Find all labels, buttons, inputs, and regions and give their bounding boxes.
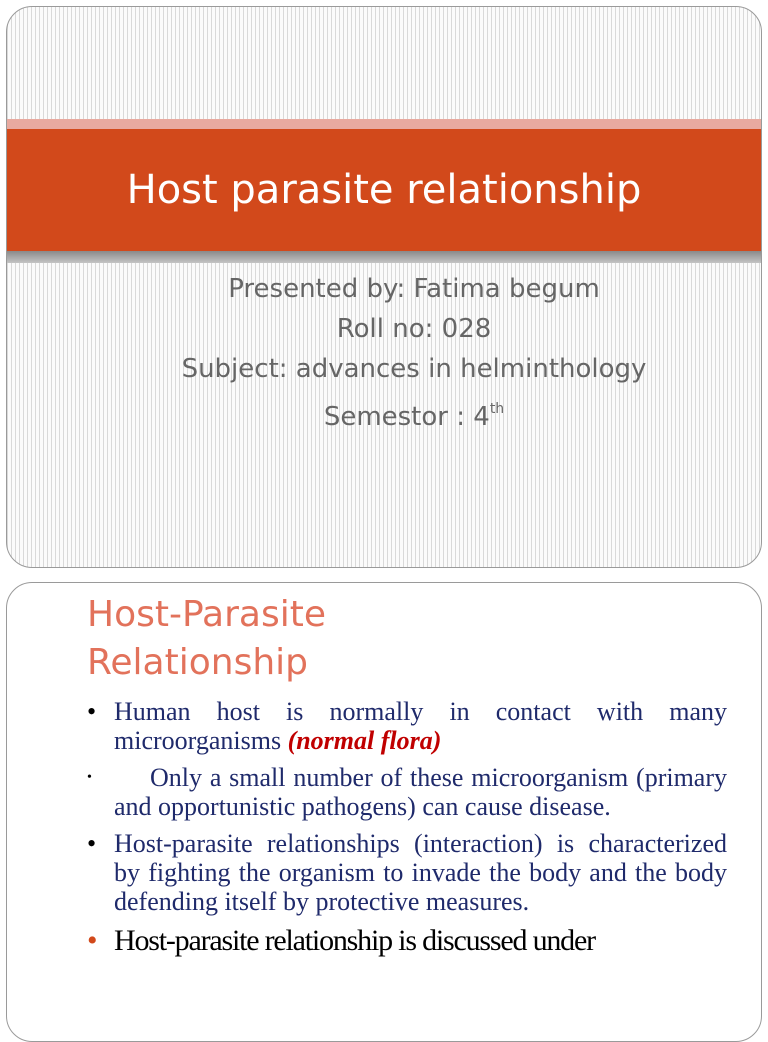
list-item <box>87 697 727 755</box>
content-slide <box>6 582 762 1042</box>
roll-line: Roll no: 028 <box>336 314 492 344</box>
bullet-emphasis: (normal flora) <box>287 726 442 755</box>
subject-line: Subject: advances in helminthology <box>181 354 647 384</box>
bullet-text: Human host is normally in contact with many microorganisms <box>114 697 727 755</box>
list-item <box>87 829 727 916</box>
title-band <box>7 129 761 251</box>
slide-title: Host parasite relationship <box>126 167 642 213</box>
list-item <box>87 763 727 821</box>
bullet-text: Host-parasite relationships (interaction) is characterized by fighting the organism to invade the body and the body defending itself by protective measures. <box>114 829 727 916</box>
semester-label: Semestor : 4 <box>323 402 490 432</box>
semester-suffix: th <box>489 401 505 417</box>
bullet-text: Only a small number of these microorganism (primary and opportunistic pathogens) can cause disease. <box>114 763 727 821</box>
shadow-band <box>7 251 761 263</box>
accent-band <box>7 119 761 129</box>
title-slide <box>6 6 762 568</box>
subtitle-block <box>7 269 761 437</box>
bullet-icon: • <box>87 697 97 726</box>
presenter-line: Presented by: Fatima begum <box>228 274 600 304</box>
content-slide-title: Host-Parasite Relationship <box>87 594 326 683</box>
bullet-text: Host-parasite relationship is discussed under <box>114 924 595 957</box>
semester-line <box>67 389 761 437</box>
bullet-icon: • <box>87 924 98 957</box>
bullet-icon: • <box>87 829 97 858</box>
bullet-icon: • <box>87 770 92 785</box>
bullet-list <box>87 697 727 966</box>
list-item <box>87 924 727 958</box>
